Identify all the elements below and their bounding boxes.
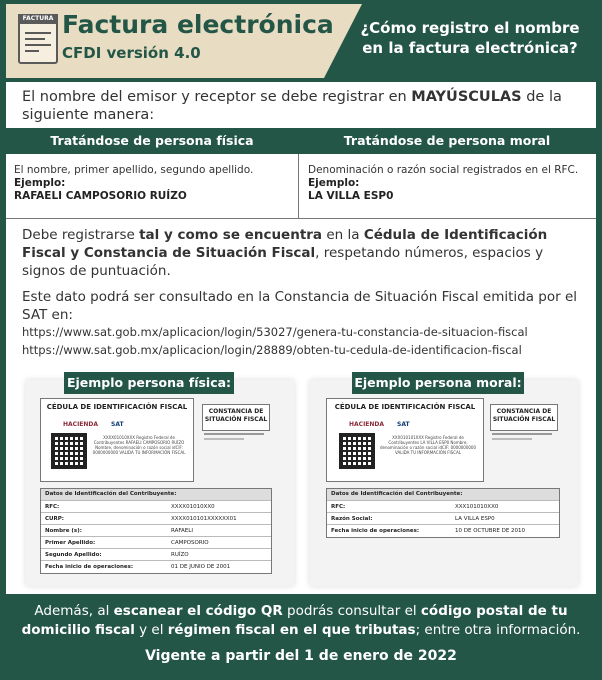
hacienda-logo: HACIENDA xyxy=(63,421,99,428)
data-table-header: Datos de Identificación del Contribuyente: xyxy=(41,489,271,500)
page-subtitle: CFDI versión 4.0 xyxy=(62,44,201,62)
table-row: Primer Apellido: CAMPOSORIO xyxy=(41,536,271,549)
invoice-icon-tag: FACTURA xyxy=(18,14,58,24)
instruction-paragraph: Debe registrarse tal y como se encuentra en la Cédula de Identificación Fiscal y Constancia de Situación Fiscal, respetando números, espacios y signos de puntuación. xyxy=(22,227,548,279)
col-header-fisica: Tratándose de persona física xyxy=(50,133,254,148)
constancia-line xyxy=(492,433,552,435)
sat-logo: SAT xyxy=(111,421,124,428)
cell-moral: Denominación o razón social registrados en el RFC. Ejemplo: LA VILLA ESP0 xyxy=(308,164,579,202)
effective-date: Vigente a partir del 1 de enero de 2022 xyxy=(145,648,457,664)
example-label-fisica: Ejemplo persona física: xyxy=(64,372,234,394)
url-constancia-link[interactable]: https://www.sat.gob.mx/aplicacion/login/53027/genera-tu-constancia-de-situacion-fiscal xyxy=(22,325,528,339)
data-table-fisica xyxy=(40,488,272,574)
qr-code-icon xyxy=(339,433,375,469)
qr-code-icon xyxy=(51,433,87,469)
cedula-card-moral xyxy=(326,398,484,482)
table-divider xyxy=(298,154,299,218)
constancia-line xyxy=(204,438,244,440)
qr-info-text: Además, al escanear el código QR podrás consultar el código postal de tu domicilio fiscal y el régimen fiscal en el que tributas; entre otra información. xyxy=(21,603,581,638)
invoice-icon xyxy=(18,14,58,64)
sat-logo: SAT xyxy=(397,421,410,428)
table-row: Fecha inicio de operaciones: 01 DE JUNIO DE 2001 xyxy=(41,560,271,573)
header-question: ¿Cómo registro el nombre en la factura electrónica? xyxy=(360,19,580,57)
table-row: CURP: XXXX010101XXXXXX01 xyxy=(41,512,271,525)
cedula-mini-text: XXXX01010XXX Registro Federal de Contribuyentes RAFAELI CAMPOSORIO RUÍZO Nombre, denominación o razón social idCIF: 0000000000 VALIDA TU INFORMACIÓN FISCAL xyxy=(92,435,186,455)
cell-fisica: El nombre, primer apellido, segundo apellido. Ejemplo: RAFAELI CAMPOSORIO RUÍZO xyxy=(14,164,254,202)
cedula-title: CÉDULA DE IDENTIFICACIÓN FISCAL xyxy=(334,403,476,411)
cedula-title: CÉDULA DE IDENTIFICACIÓN FISCAL xyxy=(46,403,188,411)
col-header-moral: Tratándose de persona moral xyxy=(343,133,551,148)
url-cedula-link[interactable]: https://www.sat.gob.mx/aplicacion/login/28889/obten-tu-cedula-de-identificacion-fiscal xyxy=(22,343,522,357)
consult-paragraph: Este dato podrá ser consultado en la Constancia de Situación Fiscal emitida por el SAT en: xyxy=(22,289,578,323)
table-row: RFC: XXXX01010XX0 xyxy=(41,500,271,513)
table-row: RFC: XXX101010XX0 xyxy=(327,500,559,513)
example-label-moral: Ejemplo persona moral: xyxy=(352,372,524,394)
constancia-line xyxy=(204,433,264,435)
table-row: Fecha inicio de operaciones: 10 DE OCTUBRE DE 2010 xyxy=(327,524,559,537)
table-row: Razón Social: LA VILLA ESP0 xyxy=(327,512,559,525)
constancia-box-fisica: CONSTANCIA DE SITUACIÓN FISCAL xyxy=(202,404,270,431)
data-table-moral xyxy=(326,488,560,538)
data-table-header: Datos de Identificación del Contribuyente: xyxy=(327,489,559,500)
constancia-line xyxy=(492,438,532,440)
cedula-card-fisica xyxy=(40,398,194,482)
page-title: Factura electrónica xyxy=(62,10,334,39)
cedula-mini-text: XXX010101XXX Registro Federal de Contribuyentes LA VILLA ESP0 Nombre, denominación o razón social idCIF: 0000000000 VALIDA TU INFORMACIÓN FISCAL xyxy=(379,435,477,455)
hacienda-logo: HACIENDA xyxy=(349,421,385,428)
table-row: Nombre (s): RAFAELI xyxy=(41,524,271,537)
table-bottom-line xyxy=(6,218,596,219)
intro-text: El nombre del emisor y receptor se debe registrar en MAYÚSCULAS de la siguiente manera: xyxy=(22,89,562,123)
table-row: Segundo Apellido: RUÍZO xyxy=(41,548,271,561)
constancia-box-moral: CONSTANCIA DE SITUACIÓN FISCAL xyxy=(490,404,558,431)
